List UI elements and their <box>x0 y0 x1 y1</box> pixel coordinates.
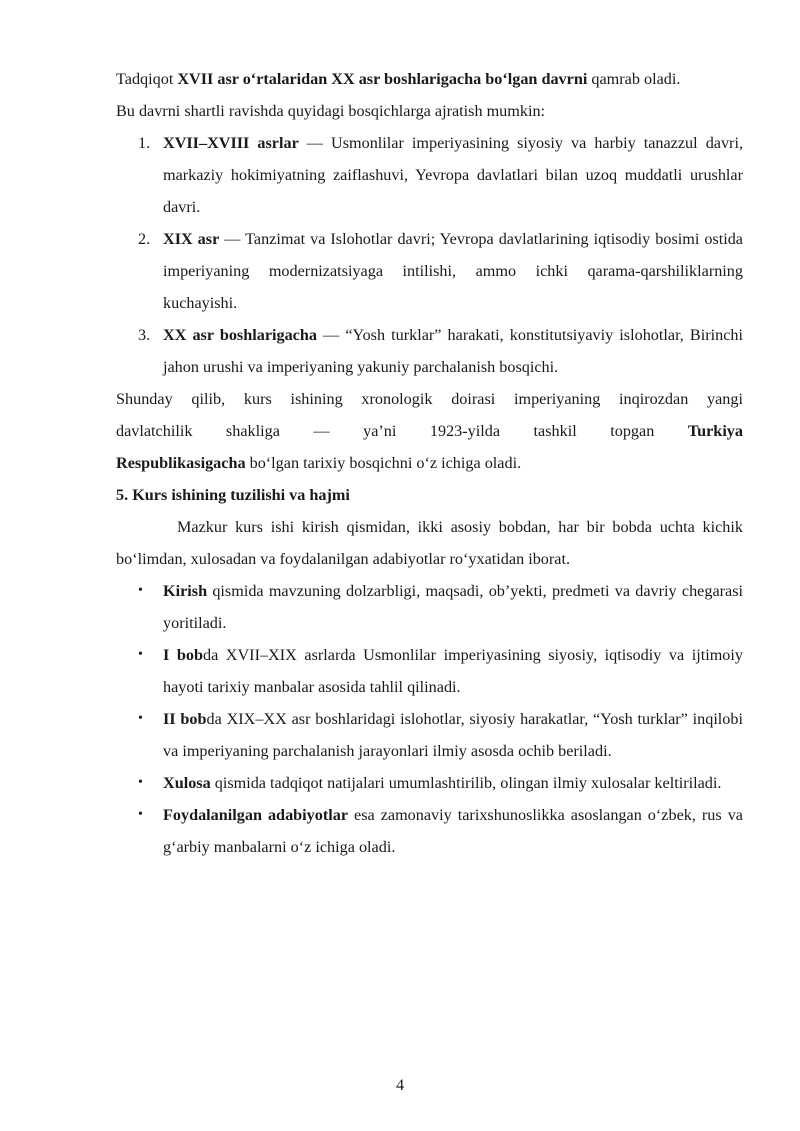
conclusion-bold: Turkiya <box>687 422 743 440</box>
intro-text-bold: XVII asr o‘rtalaridan XX asr boshlarigacha bo‘lgan davrni <box>177 70 588 88</box>
conclusion-text: bo‘lgan tarixiy bosqichni o‘z ichiga oladi. <box>245 454 522 472</box>
structure-item <box>116 575 743 639</box>
page-number: 4 <box>395 1076 405 1094</box>
period-item <box>116 319 743 383</box>
period-item <box>116 223 743 319</box>
structure-item <box>116 639 743 703</box>
bullet-icon: • <box>138 711 143 726</box>
period-text: — “Yosh turklar” harakati, konstitutsiyaviy islohotlar, Birinchi jahon urushi va imperiyaning yakuniy parchalanish bosqichi. <box>163 326 743 376</box>
period-text: — Usmonlilar imperiyasining siyosiy va harbiy tanazzul davri, markaziy hokimiyatning zaiflashuvi, Yevropa davlatlari bilan uzoq muddatli urushlar davri. <box>163 134 743 216</box>
intro-text-suffix: qamrab oladi. <box>587 70 681 88</box>
structure-title: II bob <box>163 710 207 728</box>
structure-item <box>116 703 743 767</box>
structure-text: da XIX–XX asr boshlaridagi islohotlar, siyosiy harakatlar, “Yosh turklar” inqilobi va imperiyaning parchalanish jarayonlari ilmiy asosda ochib beriladi. <box>163 710 743 760</box>
bullet-icon: • <box>138 583 143 598</box>
structure-title: Foydalanilgan adabiyotlar <box>163 806 349 824</box>
document-page <box>116 63 743 863</box>
periods-intro: Bu davrni shartli ravishda quyidagi bosqichlarga ajratish mumkin: <box>116 102 546 120</box>
period-title: XVII–XVIII asrlar <box>163 134 299 152</box>
structure-item <box>116 799 743 863</box>
structure-item <box>116 767 743 799</box>
conclusion-line-1: Shunday qilib, kurs ishining xronologik doirasi imperiyaning inqirozdan yangi <box>116 390 743 408</box>
period-number: 3. <box>138 326 151 344</box>
structure-title: I bob <box>163 646 203 664</box>
section-heading: 5. Kurs ishining tuzilishi va hajmi <box>116 486 350 504</box>
structure-list <box>116 575 743 863</box>
periods-list <box>116 127 743 383</box>
period-item <box>116 127 743 223</box>
period-title: XIX asr <box>163 230 220 248</box>
structure-text: esa zamonaviy tarixshunoslikka asoslangan o‘zbek, rus va g‘arbiy manbalarni o‘z ichiga oladi. <box>163 806 743 856</box>
intro-paragraph <box>116 63 743 95</box>
conclusion-bold: Respublikasigacha <box>116 454 246 472</box>
bullet-icon: • <box>138 647 143 662</box>
bullet-icon: • <box>138 775 143 790</box>
bullet-icon: • <box>138 807 143 822</box>
conclusion-line-3 <box>116 447 743 479</box>
period-text: — Tanzimat va Islohotlar davri; Yevropa davlatlarining iqtisodiy bosimi ostida imperiyaning modernizatsiyaga intilishi, ammo ichki qarama-qarshiliklarning kuchayishi. <box>163 230 743 312</box>
period-number: 2. <box>138 230 151 248</box>
structure-text: qismida tadqiqot natijalari umumlashtirilib, olingan ilmiy xulosalar keltiriladi. <box>210 774 722 792</box>
structure-text: da XVII–XIX asrlarda Usmonlilar imperiyasining siyosiy, iqtisodiy va ijtimoiy hayoti tarixiy manbalar asosida tahlil qilinadi. <box>163 646 743 696</box>
intro-text-prefix: Tadqiqot <box>116 70 178 88</box>
period-title: XX asr boshlarigacha <box>163 326 317 344</box>
conclusion-text: davlatchilik shakliga — ya’ni 1923-yilda tashkil topgan <box>116 422 688 440</box>
period-number: 1. <box>138 134 151 152</box>
structure-title: Kirish <box>163 582 208 600</box>
structure-title: Xulosa <box>163 774 211 792</box>
conclusion-line-2 <box>116 415 743 447</box>
structure-text: qismida mavzuning dolzarbligi, maqsadi, ob’yekti, predmeti va davriy chegarasi yoritiladi. <box>163 582 743 632</box>
section-intro: Mazkur kurs ishi kirish qismidan, ikki asosiy bobdan, har bir bobda uchta kichik bo‘limdan, xulosadan va foydalanilgan adabiyotlar ro‘yxatidan iborat. <box>116 518 743 568</box>
